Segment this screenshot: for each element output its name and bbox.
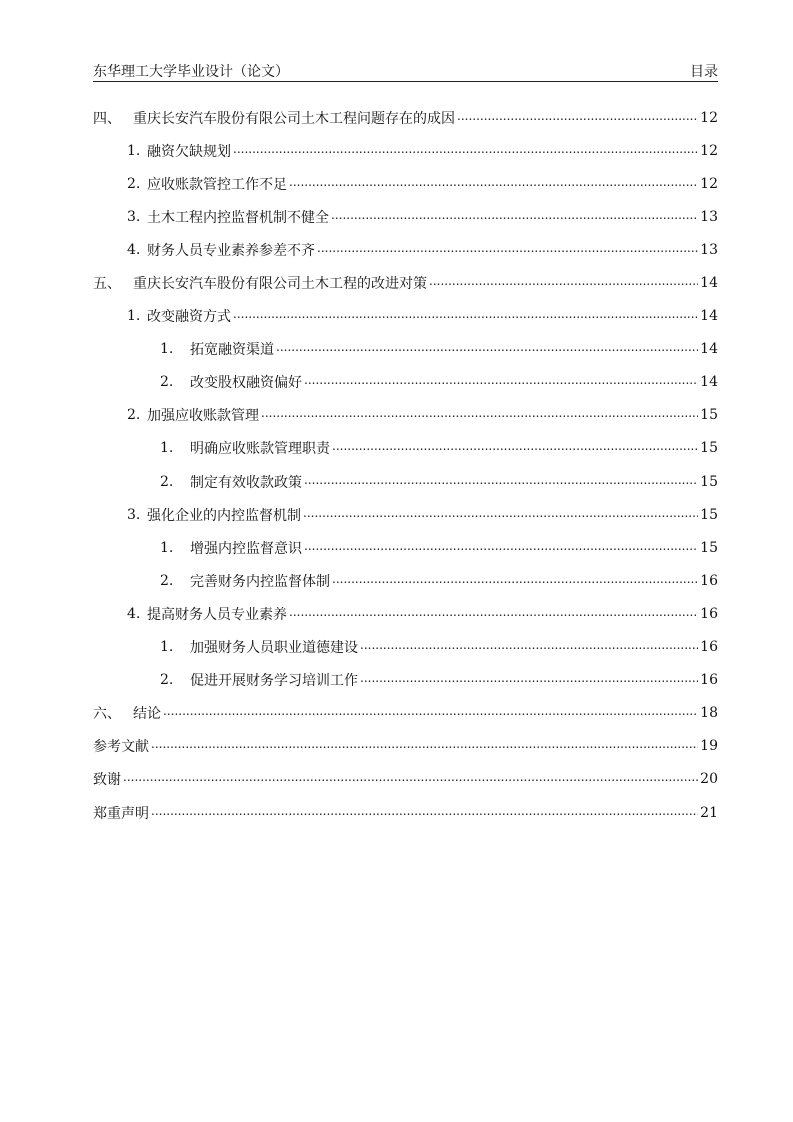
toc-dot-leader [332, 441, 698, 455]
toc-entry[interactable] [93, 366, 718, 399]
toc-entry-title: 拓宽融资渠道 [190, 342, 274, 359]
toc-entry-number: 2. [160, 572, 174, 589]
toc-entry-page-number: 15 [700, 506, 718, 523]
toc-entry-number: 2. [127, 407, 141, 424]
toc-entry-title: 改变股权融资偏好 [190, 375, 302, 392]
toc-entry-title: 强化企业的内控监督机制 [147, 507, 301, 524]
toc-dot-leader [276, 342, 698, 356]
toc-entry-title: 重庆长安汽车股份有限公司土木工程的改进对策 [133, 276, 427, 293]
toc-entry-number: 1. [160, 341, 174, 358]
toc-entry[interactable] [93, 597, 718, 630]
toc-entry-page-number: 21 [700, 804, 718, 821]
toc-entry-page-number: 16 [700, 672, 718, 689]
toc-dot-leader [332, 574, 698, 588]
toc-entry-title: 加强应收账款管理 [147, 408, 259, 425]
toc-entry-number: 2. [160, 374, 174, 391]
toc-dot-leader [360, 640, 698, 654]
toc-entry[interactable] [93, 167, 718, 200]
toc-entry[interactable] [93, 266, 718, 299]
toc-dot-leader [303, 508, 698, 522]
table-of-contents [93, 101, 718, 829]
toc-entry[interactable] [93, 498, 718, 531]
toc-entry[interactable] [93, 134, 718, 167]
header-divider [93, 81, 718, 82]
toc-entry-page-number: 20 [700, 771, 718, 788]
toc-entry[interactable] [93, 300, 718, 333]
toc-entry-title: 加强财务人员职业道德建设 [190, 640, 358, 657]
toc-entry-number: 2. [127, 175, 141, 192]
toc-dot-leader [151, 806, 698, 820]
toc-entry-number: 4. [127, 241, 141, 258]
toc-entry-title: 融资欠缺规划 [147, 143, 231, 160]
toc-dot-leader [289, 177, 698, 191]
toc-entry-number: 2. [160, 473, 174, 490]
toc-entry[interactable] [93, 432, 718, 465]
toc-entry-number: 1. [160, 440, 174, 457]
toc-dot-leader [289, 607, 698, 621]
toc-entry-page-number: 13 [700, 208, 718, 225]
toc-dot-leader [304, 375, 698, 389]
header-document-title: 东华理工大学毕业设计（论文） [93, 64, 289, 80]
toc-entry-title: 完善财务内控监督体制 [190, 573, 330, 590]
toc-dot-leader [151, 739, 698, 753]
toc-entry-number: 4. [127, 605, 141, 622]
toc-entry-number: 四、 [93, 110, 121, 127]
toc-entry-title: 促进开展财务学习培训工作 [190, 673, 358, 690]
toc-entry[interactable] [93, 664, 718, 697]
toc-entry-number: 六、 [93, 706, 121, 723]
toc-dot-leader [304, 475, 698, 489]
toc-entry-title: 改变融资方式 [147, 309, 231, 326]
toc-entry[interactable] [93, 531, 718, 564]
toc-entry-page-number: 14 [700, 308, 718, 325]
toc-dot-leader [233, 309, 698, 323]
toc-entry[interactable] [93, 399, 718, 432]
toc-entry-page-number: 18 [700, 705, 718, 722]
toc-entry-page-number: 12 [700, 175, 718, 192]
toc-entry-page-number: 14 [700, 341, 718, 358]
toc-entry-title: 制定有效收款政策 [190, 474, 302, 491]
toc-entry-page-number: 14 [700, 374, 718, 391]
toc-entry-number: 3. [127, 506, 141, 523]
toc-dot-leader [163, 706, 698, 720]
toc-entry-page-number: 19 [700, 738, 718, 755]
toc-entry[interactable] [93, 200, 718, 233]
toc-entry-title: 结论 [133, 706, 161, 723]
toc-entry-page-number: 16 [700, 605, 718, 622]
toc-dot-leader [304, 541, 698, 555]
toc-entry-title: 明确应收账款管理职责 [190, 441, 330, 458]
page-header [93, 57, 718, 81]
toc-entry-page-number: 13 [700, 241, 718, 258]
toc-entry-number: 1. [160, 639, 174, 656]
toc-entry-page-number: 16 [700, 572, 718, 589]
toc-entry-number: 2. [160, 672, 174, 689]
toc-entry-page-number: 12 [700, 142, 718, 159]
toc-entry-number: 1. [127, 142, 141, 159]
toc-entry-title: 土木工程内控监督机制不健全 [147, 209, 329, 226]
toc-entry-page-number: 15 [700, 539, 718, 556]
toc-entry-title: 参考文献 [93, 739, 149, 756]
toc-entry[interactable] [93, 730, 718, 763]
toc-entry-number: 1. [160, 539, 174, 556]
toc-dot-leader [360, 673, 698, 687]
toc-entry[interactable] [93, 697, 718, 730]
toc-dot-leader [457, 111, 698, 125]
header-section-title: 目录 [690, 64, 718, 80]
toc-entry-number: 五、 [93, 276, 121, 293]
toc-entry-title: 致谢 [93, 772, 121, 789]
toc-entry-title: 应收账款管控工作不足 [147, 176, 287, 193]
toc-dot-leader [123, 772, 698, 786]
toc-entry-page-number: 12 [700, 109, 718, 126]
toc-entry[interactable] [93, 465, 718, 498]
toc-entry-page-number: 14 [700, 275, 718, 292]
toc-entry-title: 郑重声明 [93, 805, 149, 822]
toc-entry[interactable] [93, 796, 718, 829]
toc-entry[interactable] [93, 233, 718, 266]
toc-entry[interactable] [93, 631, 718, 664]
toc-entry-page-number: 15 [700, 473, 718, 490]
toc-dot-leader [261, 408, 698, 422]
toc-entry-title: 增强内控监督意识 [190, 540, 302, 557]
toc-dot-leader [331, 210, 698, 224]
toc-entry-title: 提高财务人员专业素养 [147, 606, 287, 623]
toc-entry[interactable] [93, 564, 718, 597]
toc-entry-number: 3. [127, 208, 141, 225]
toc-entry-number: 1. [127, 308, 141, 325]
toc-dot-leader [429, 276, 698, 290]
toc-dot-leader [317, 243, 698, 257]
toc-entry-page-number: 15 [700, 440, 718, 457]
toc-entry-page-number: 15 [700, 407, 718, 424]
toc-entry-title: 重庆长安汽车股份有限公司土木工程问题存在的成因 [133, 110, 455, 127]
toc-entry-page-number: 16 [700, 639, 718, 656]
toc-entry-title: 财务人员专业素养参差不齐 [147, 242, 315, 259]
toc-entry[interactable] [93, 333, 718, 366]
toc-entry[interactable] [93, 101, 718, 134]
toc-entry[interactable] [93, 763, 718, 796]
toc-dot-leader [233, 144, 698, 158]
